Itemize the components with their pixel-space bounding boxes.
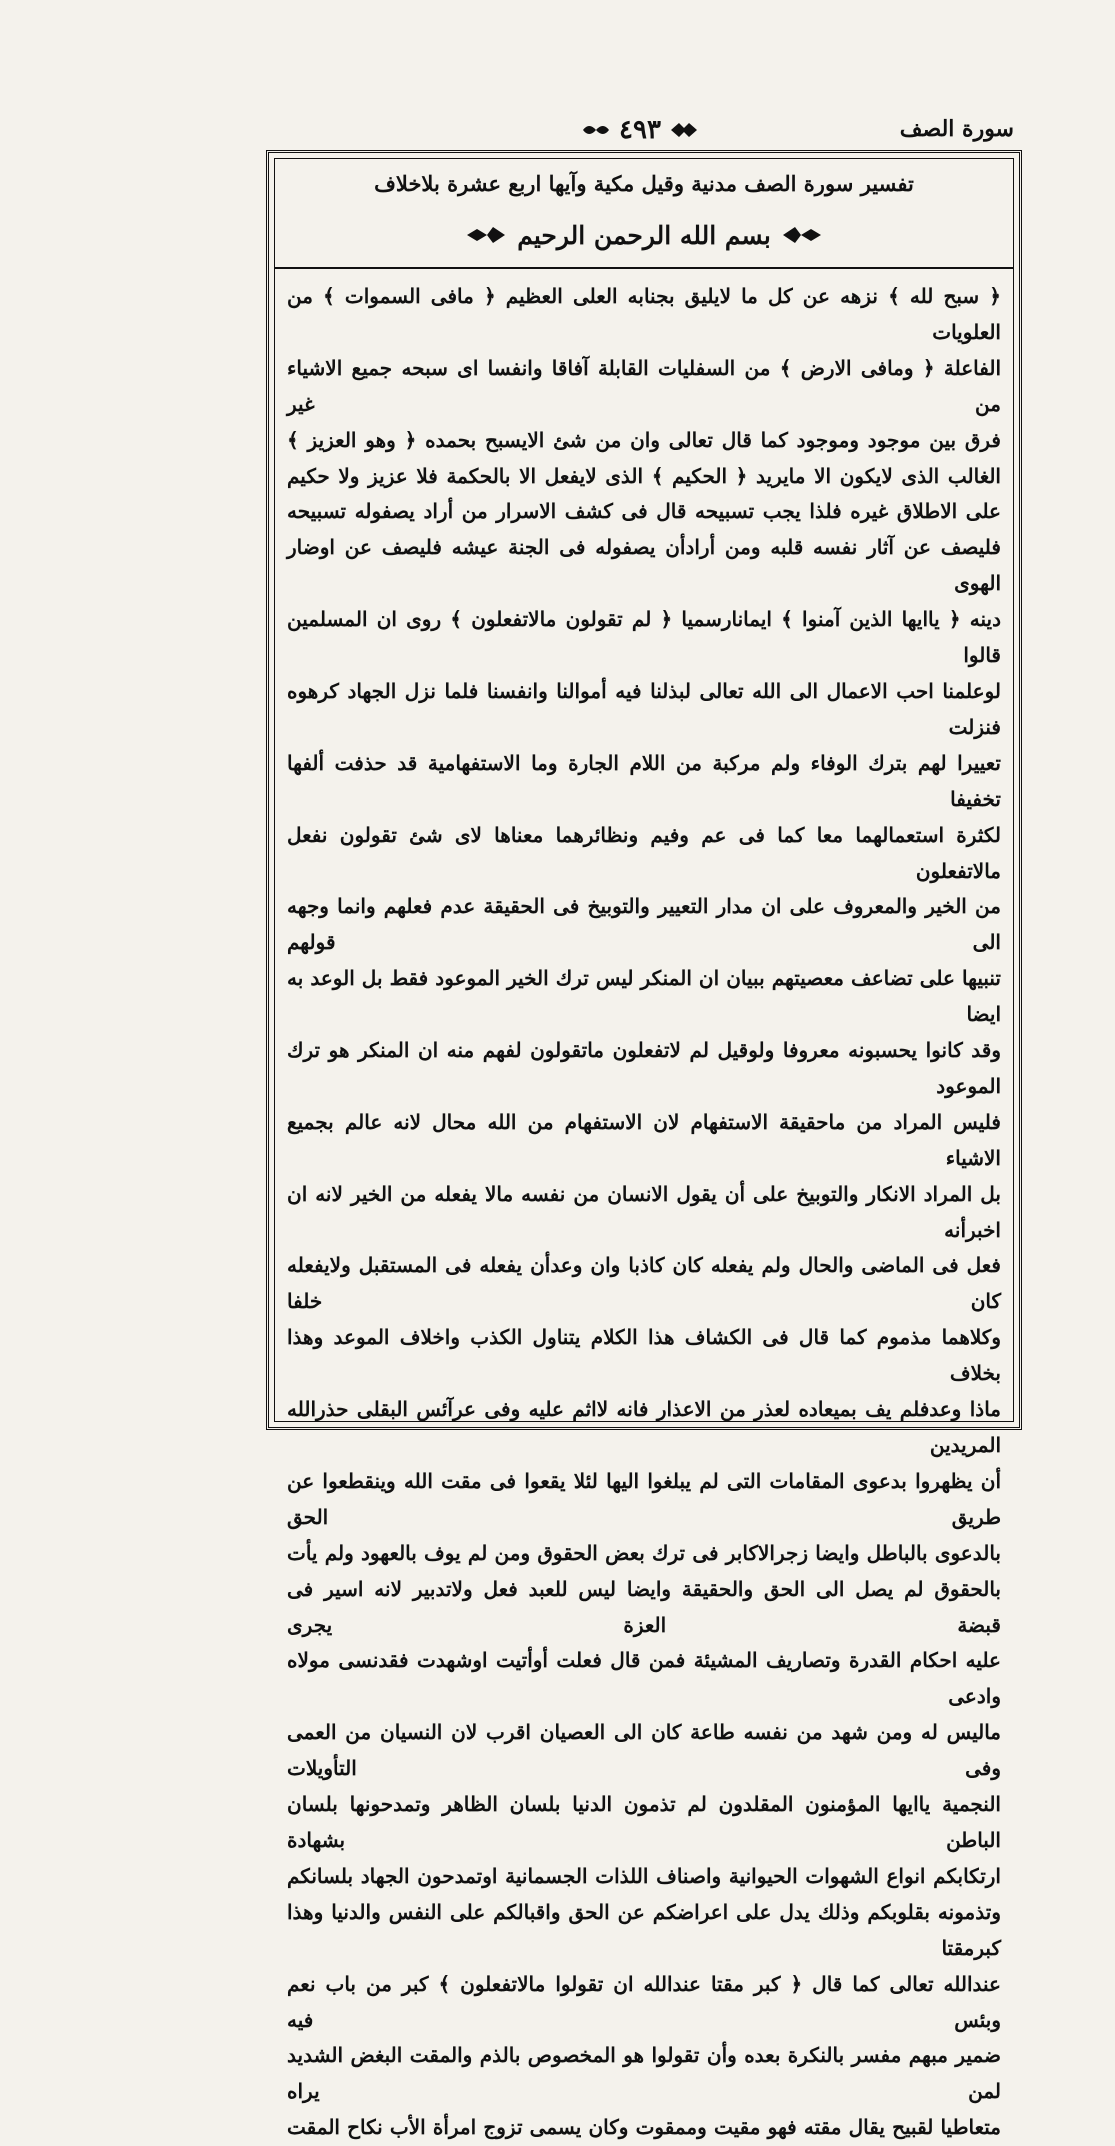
text-line: فليس المراد من ماحقيقة الاستفهام لان الاستفهام من الله محال لانه عالم بجميع الاشياء [287,1109,1001,1170]
page-header [262,112,1014,152]
text-line: تنبيها على تضاعف معصيتهم ببيان ان المنكر ليس ترك الخير الموعود فقط بل الوعد به ايضا [287,966,1001,1027]
text-line: ارتكابكم انواع الشهوات الحيوانية واصناف اللذات الجسمانية اوتمدحون الجهاد بلسانكم [287,1863,1001,1888]
text-line: فعل فى الماضى والحال ولم يفعله كان كاذبا وان وعدأن يفعله فى المستقبل ولايفعله كان خلفا [287,1253,1001,1314]
basmala-ornament-left-icon [465,224,507,246]
text-line: وكلاهما مذموم كما قال فى الكشاف هذا الكلام يتناول الكذب واخلاف الموعد وهذا بخلاف [287,1325,1001,1386]
basmala-row [285,215,1003,255]
text-line: على الاطلاق غيره فلذا يجب تسبيحه قال فى كشف الاسرار من أراد يصفوله تسبيحه [287,499,1001,524]
text-line: بالحقوق لم يصل الى الحق والحقيقة وايضا ليس للعبد فعل ولاتدبير لانه اسير فى قبضة العزة يجرى [287,1576,1001,1637]
surah-title: تفسير سورة الصف مدنية وقيل مكية وآيها اربع عشرة بلاخلاف [374,171,914,196]
basmala-ornament-right-icon [781,224,823,246]
text-line: لكثرة استعمالهما معا كما فى عم وفيم ونظائرهما معناها لاى شئ تقولون نفعل مالاتفعلون [287,822,1001,883]
text-line: فرق بين موجود وموجود كما قال تعالى وان من شئ الايسبح بحمده ﴿ وهو العزيز ﴾ [287,427,1001,452]
page-number-block [580,114,700,146]
text-line: أن يظهروا بدعوى المقامات التى لم يبلغوا اليها لئلا يقعوا فى مقت الله وينقطعوا عن طريق الحق [287,1468,1001,1529]
text-line: النجمية ياايها المؤمنون المقلدون لم تذمون الدنيا بلسان الظاهر وتمدحونها بلسان الباطن بشهادة [287,1792,1001,1852]
page-number: ٤٩٣ [619,115,661,145]
text-line: متعاطيا لقبيح يقال مقته فهو مقيت وممقوت وكان يسمى تزوج امرأة الأب نكاح المقت [287,2115,1001,2140]
surah-title-box [275,159,1013,269]
running-header-surah-name: سورة الصف [899,116,1014,142]
commentary-text [287,279,1001,2146]
page-frame [266,150,1022,2140]
text-line: عليه احكام القدرة وتصاريف المشيئة فمن قال فعلت أوأتيت اوشهدت فقدنسى مولاه وادعى [287,1648,1001,1709]
ornament-right-icon [669,121,699,139]
text-line: دينه ﴿ ياايها الذين آمنوا ﴾ ايمانارسميا ﴿ لم تقولون مالاتفعلون ﴾ روى ان المسلمين قالوا [287,607,1001,668]
ornament-left-icon [581,121,611,139]
text-line: ماليس له ومن شهد من نفسه طاعة كان الى العصيان اقرب لان النسيان من العمى وفى التأويلات [287,1720,1001,1781]
text-line: وتذمونه بقلوبكم وذلك يدل على اعراضكم عن الحق واقبالكم على النفس والدنيا وهذا كبرمقتا [287,1899,1001,1960]
text-line: بالدعوى بالباطل وايضا زجرالاكابر فى ترك بعض الحقوق ومن لم يوف بالعهود ولم يأت [287,1540,1001,1565]
text-line: بل المراد الانكار والتوبيخ على أن يقول الانسان من نفسه مالا يفعله من الخير لانه ان اخبرأنه [287,1181,1001,1242]
text-line: وقد كانوا يحسبونه معروفا ولوقيل لم لاتفعلون ماتقولون لفهم منه ان المنكر هو ترك الموعود [287,1038,1001,1098]
text-line: الفاعلة ﴿ ومافى الارض ﴾ من السفليات القابلة آفاقا وانفسا اى سبحه جميع الاشياء من غير [287,355,1001,416]
text-line: فليصف عن آثار نفسه قلبه ومن أرادأن يصفوله فى الجنة عيشه فليصف عن اوضار الهوى [287,535,1001,596]
basmala: بسم الله الرحمن الرحيم [517,220,771,250]
text-line: ﴿ سبح لله ﴾ نزهه عن كل ما لايليق بجنابه العلى العظيم ﴿ مافى السموات ﴾ من العلويات [287,284,1001,344]
text-line: تعييرا لهم بترك الوفاء ولم مركبة من اللام الجارة وما الاستفهامية قد حذفت ألفها تخفيفا [287,750,1001,811]
page-inner-frame [274,158,1014,2140]
text-line: ماذا وعدفلم يف بميعاده لعذر من الاعذار فانه لااثم عليه وفى عرآئس البقلى حذرالله المريدين [287,1397,1001,1457]
text-line: الغالب الذى لايكون الا مايريد ﴿ الحكيم ﴾ الذى لايفعل الا بالحكمة فلا عزيز ولا حكيم [287,463,1001,488]
text-line: من الخير والمعروف على ان مدار التعيير والتوبيخ فى الحقيقة عدم فعلهم وانما وجهه الى قولهم [287,894,1001,955]
text-line: ضمير مبهم مفسر بالنكرة بعده وأن تقولوا هو المخصوص بالذم والمقت البغض الشديد لمن يراه [287,2043,1001,2104]
text-line: لوعلمنا احب الاعمال الى الله تعالى لبذلنا فيه أموالنا وانفسنا فلما نزل الجهاد كرهوه فنزلت [287,678,1001,739]
text-line: عندالله تعالى كما قال ﴿ كبر مقتا عندالله ان تقولوا مالاتفعلون ﴾ كبر من باب نعم وبئس فيه [287,1971,1001,2032]
